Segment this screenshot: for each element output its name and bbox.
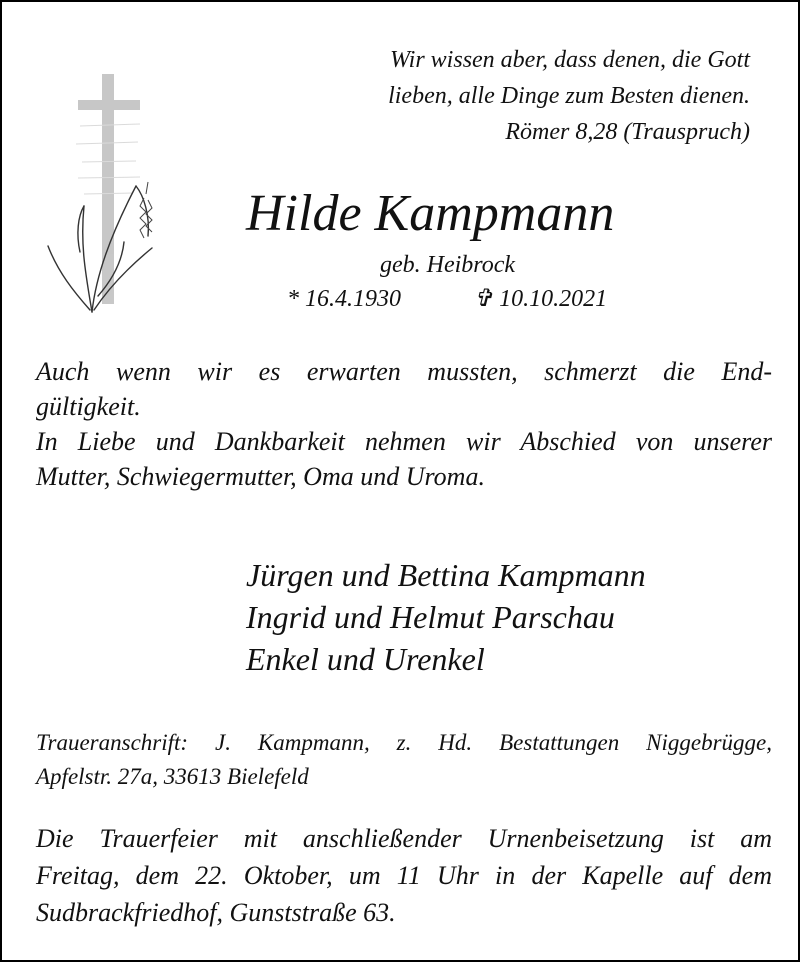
verse-line: lieben, alle Dinge zum Besten dienen. (388, 83, 750, 109)
address-line: Apfelstr. 27a, 33613 Bielefeld (36, 764, 309, 789)
maiden-name: geb. Heibrock (380, 252, 516, 278)
family-line: Enkel und Urenkel (246, 641, 485, 677)
birth-date: * 16.4.1930 (287, 286, 401, 312)
mourning-address (36, 726, 772, 794)
message-line: Mutter, Schwiegermutter, Oma und Uroma. (36, 462, 485, 491)
life-dates (287, 284, 608, 314)
bible-verse (388, 42, 750, 150)
mourning-message (36, 354, 772, 494)
service-line: Die Trauerfeier mit anschließender Urnenbeisetzung ist am (36, 824, 772, 853)
cross-with-wheat-icon (40, 66, 170, 328)
service-line: Sudbrackfriedhof, Gunststraße 63. (36, 898, 396, 927)
funeral-service-info (36, 820, 772, 931)
deceased-name: Hilde Kampmann (246, 185, 615, 242)
death-date: ✞ 10.10.2021 (473, 286, 608, 312)
verse-line: Wir wissen aber, dass denen, die Gott (390, 47, 750, 73)
service-line: Freitag, dem 22. Oktober, um 11 Uhr in der Kapelle auf dem (36, 861, 772, 890)
family-line: Jürgen und Bettina Kampmann (246, 557, 646, 593)
message-line: Auch wenn wir es erwarten mussten, schmerzt die End- (36, 357, 772, 386)
bereaved-family (246, 554, 646, 680)
message-line: gültigkeit. (36, 392, 141, 421)
verse-reference: Römer 8,28 (Trauspruch) (505, 119, 750, 145)
family-line: Ingrid und Helmut Parschau (246, 599, 615, 635)
address-line: Traueranschrift: J. Kampmann, z. Hd. Bestattungen Niggebrügge, (36, 730, 772, 755)
message-line: In Liebe und Dankbarkeit nehmen wir Abschied von unserer (36, 427, 772, 456)
